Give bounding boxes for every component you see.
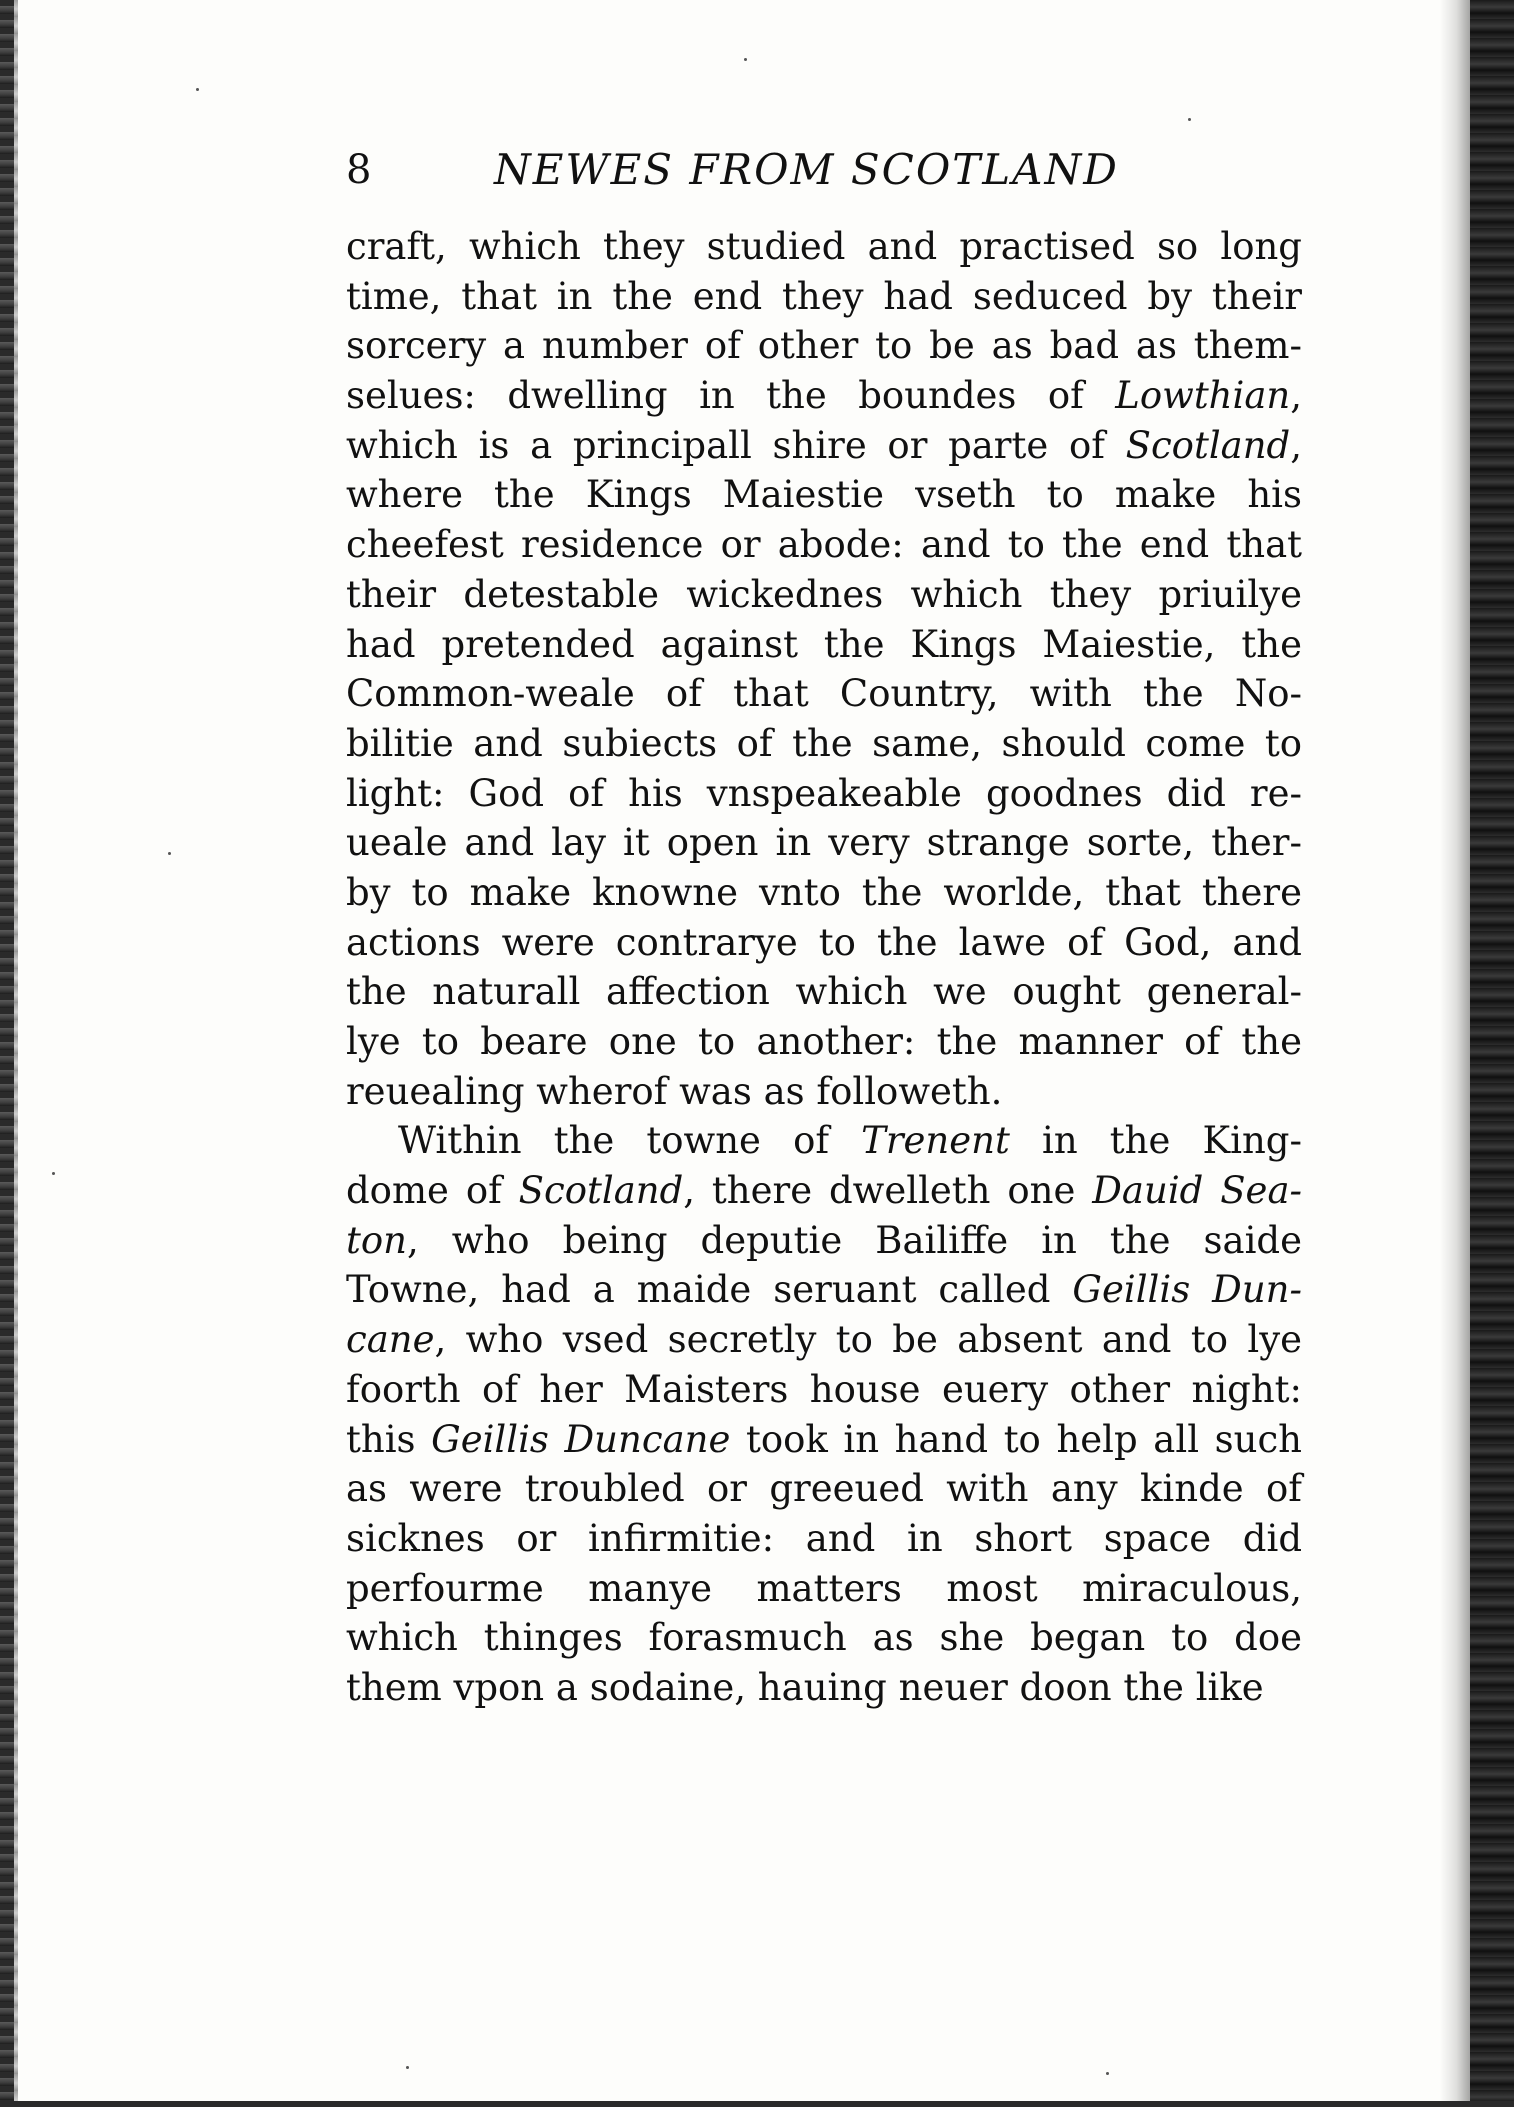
italic-name: Geillis Duncane (431, 1417, 731, 1461)
scan-speck (196, 88, 199, 91)
right-edge-shadow (1440, 0, 1470, 2107)
running-head: NEWES FROM SCOTLAND (494, 145, 1119, 194)
scan-speck (52, 1172, 55, 1175)
text-line: light: God of his vnspeakeable goodnes did re- (346, 771, 1302, 815)
italic-name: cane (346, 1318, 435, 1362)
text-line: which is a principall shire or parte of Scotland, (346, 423, 1302, 467)
text-line: cane, who vsed secretly to be absent and to lye (346, 1318, 1302, 1362)
text-line: sicknes or infirmitie: and in short space did (346, 1516, 1302, 1560)
italic-name: Scotland (1125, 423, 1291, 467)
text-line: craft, which they studied and practised so long (346, 225, 1302, 268)
text-line: foorth of her Maisters house euery other night: (346, 1367, 1302, 1411)
scan-speck (406, 2066, 409, 2069)
text-line: actions were contrarye to the lawe of God, and (346, 920, 1302, 964)
text-line: by to make knowne vnto the worlde, that there (346, 870, 1302, 914)
text-line: where the Kings Maiestie vseth to make his (346, 473, 1302, 517)
text-line: their detestable wickednes which they priuilye (346, 572, 1302, 616)
right-scan-edge (1470, 0, 1514, 2107)
page-header (346, 140, 1306, 200)
text-line: bilitie and subiects of the same, should come to (346, 721, 1302, 765)
italic-name: Geillis Dun- (1072, 1268, 1302, 1312)
bottom-scan-edge (0, 2101, 1514, 2107)
text-line: them vpon a sodaine, hauing neuer doon the like (346, 1665, 1264, 1709)
text-line: Towne, had a maide seruant called Geillis Dun- (346, 1268, 1302, 1312)
text-line: this Geillis Duncane took in hand to help all such (346, 1417, 1302, 1461)
text-line: had pretended against the Kings Maiestie, the (346, 622, 1302, 666)
text-line: reuealing wherof was as followeth. (346, 1069, 1003, 1113)
text-line: as were troubled or greeued with any kinde of (346, 1467, 1302, 1511)
scan-speck (1188, 118, 1191, 121)
italic-name: Dauid Sea- (1092, 1169, 1303, 1213)
text-line: Within the towne of Trenent in the King- (398, 1119, 1302, 1163)
text-line: selues: dwelling in the boundes of Lowthian, (346, 374, 1302, 418)
text-line: lye to beare one to another: the manner of the (346, 1020, 1302, 1063)
left-binding-edge-highlight (14, 0, 18, 2107)
text-line: the naturall affection which we ought general- (346, 970, 1302, 1014)
scan-speck (168, 852, 171, 855)
text-line: which thinges forasmuch as she began to doe (346, 1616, 1302, 1660)
left-binding-edge (0, 0, 14, 2107)
body-text (346, 222, 1302, 1713)
scan-speck (1106, 2072, 1109, 2075)
text-line: cheefest residence or abode: and to the end that (346, 523, 1302, 567)
text-line: ton, who being deputie Bailiffe in the saide (346, 1218, 1302, 1262)
italic-name: Scotland (518, 1169, 684, 1213)
italic-name: Trenent (861, 1119, 1010, 1163)
text-line: Common-weale of that Country, with the No- (346, 672, 1302, 716)
text-line: sorcery a number of other to be as bad as them- (346, 324, 1302, 368)
italic-name: ton (346, 1218, 407, 1262)
text-line: dome of Scotland, there dwelleth one Dauid Sea- (346, 1169, 1303, 1213)
text-line: perfourme manye matters most miraculous, (346, 1566, 1302, 1610)
scan-speck (744, 58, 747, 61)
text-line: time, that in the end they had seduced by their (346, 274, 1302, 318)
italic-name: Lowthian (1115, 374, 1291, 418)
page-number: 8 (346, 147, 372, 193)
text-line: ueale and lay it open in very strange sorte, ther- (346, 821, 1302, 865)
